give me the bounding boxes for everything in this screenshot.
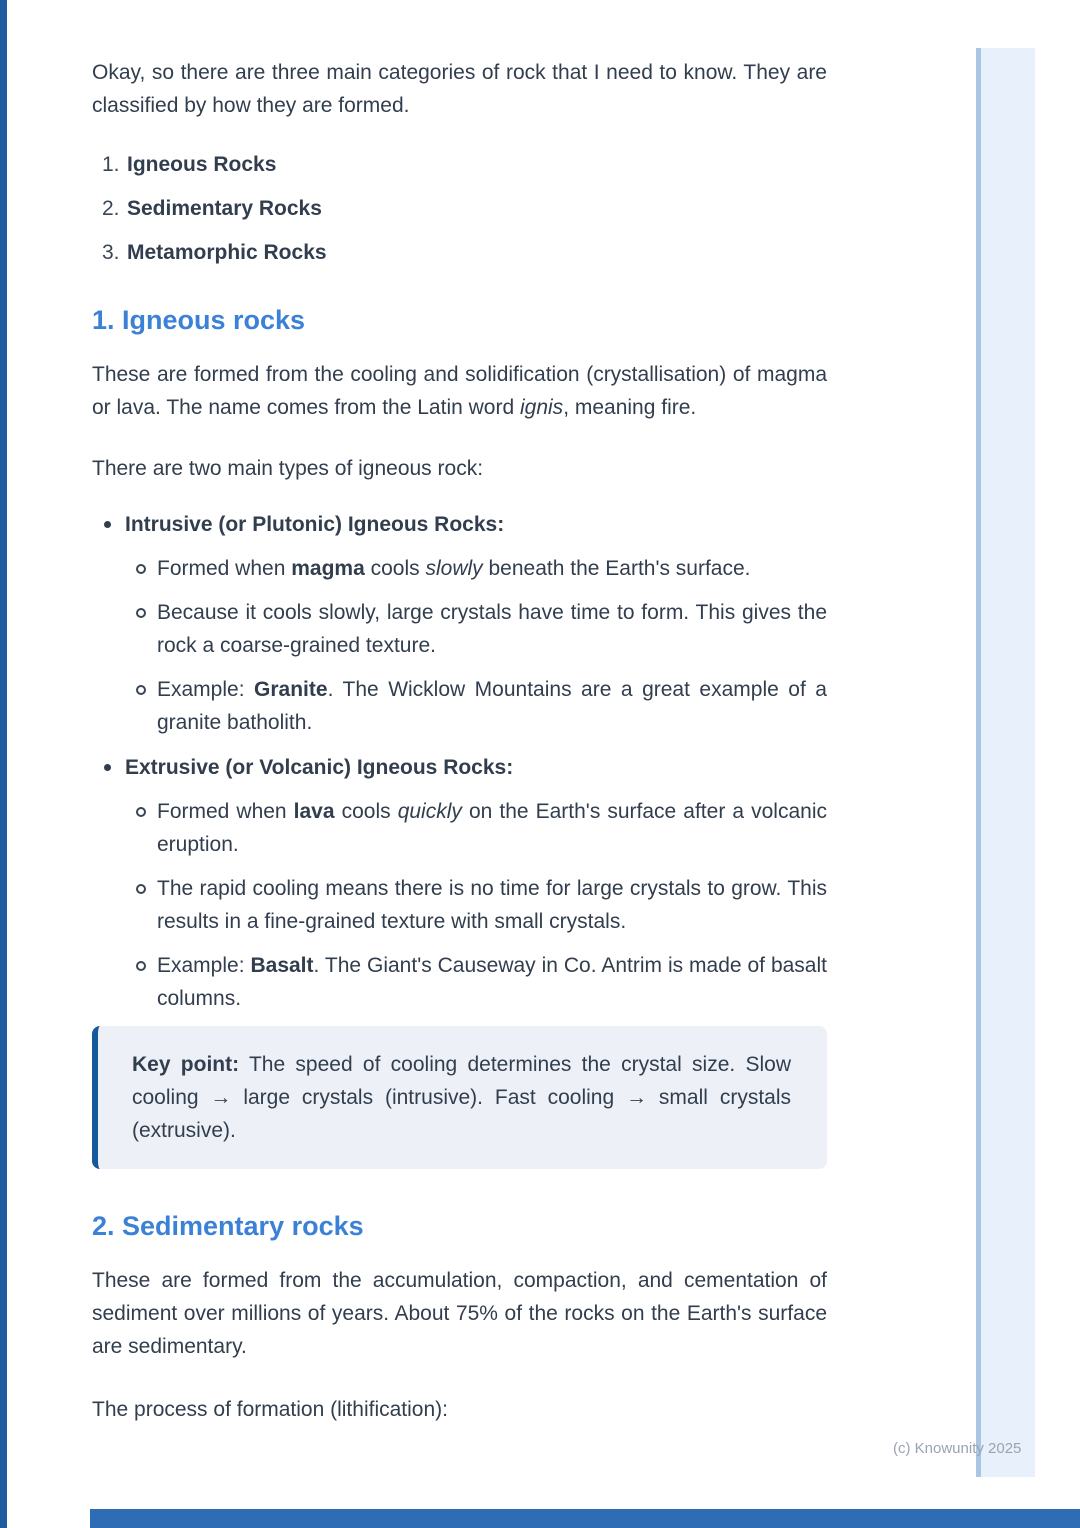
- lithification-lead-paragraph: The process of formation (lithification):: [92, 1398, 448, 1421]
- section-heading-sedimentary: 2. Sedimentary rocks: [92, 1211, 364, 1241]
- right-scrollbar-track[interactable]: [976, 48, 1035, 1477]
- igneous-types-list: [92, 508, 827, 1015]
- intrusive-points-list: [125, 552, 827, 739]
- list-number: 3.: [102, 241, 120, 264]
- intro-paragraph: Okay, so there are three main categories of rock that I need to know. They are classified by how they are formed.: [92, 61, 827, 117]
- list-item-extrusive: [92, 751, 827, 1015]
- point-text: Formed when lava cools quickly on the Earth's surface after a volcanic eruption.: [157, 800, 827, 856]
- bullet-disc-icon: [104, 521, 111, 528]
- copyright-watermark: (c) Knowunity 2025: [893, 1440, 1022, 1457]
- extrusive-title: Extrusive (or Volcanic) Igneous Rocks:: [125, 756, 514, 779]
- list-number: 2.: [102, 197, 120, 220]
- bullet-disc-icon: [104, 764, 111, 771]
- bullet-circle-icon: [136, 608, 146, 618]
- bullet-circle-icon: [136, 807, 146, 817]
- list-item: [102, 192, 827, 225]
- list-item: [125, 949, 827, 1015]
- category-label: Sedimentary Rocks: [127, 197, 322, 220]
- bottom-page-divider-bar: [90, 1509, 1080, 1528]
- bullet-circle-icon: [136, 961, 146, 971]
- list-number: 1.: [102, 153, 120, 176]
- point-text: The rapid cooling means there is no time for large crystals to grow. This results in a fine-grained texture with small crystals.: [157, 877, 827, 933]
- category-label: Igneous Rocks: [127, 153, 277, 176]
- list-item: [125, 552, 827, 585]
- sedimentary-intro-paragraph: These are formed from the accumulation, compaction, and cementation of sediment over millions of years. About 75% of the rocks on the Earth's surface are sedimentary.: [92, 1269, 827, 1358]
- list-item: [102, 236, 827, 269]
- point-text: Formed when magma cools slowly beneath the Earth's surface.: [157, 557, 751, 580]
- key-point-text: Key point: The speed of cooling determines the crystal size. Slow cooling → large crystals (intrusive). Fast cooling → small crystals (extrusive).: [132, 1053, 791, 1142]
- bullet-circle-icon: [136, 564, 146, 574]
- section-heading-igneous: 1. Igneous rocks: [92, 305, 306, 335]
- point-text: Example: Granite. The Wicklow Mountains are a great example of a granite batholith.: [157, 678, 827, 734]
- category-label: Metamorphic Rocks: [127, 241, 327, 264]
- intrusive-title: Intrusive (or Plutonic) Igneous Rocks:: [125, 513, 505, 536]
- list-item: [125, 673, 827, 739]
- igneous-types-lead-paragraph: There are two main types of igneous rock:: [92, 457, 484, 480]
- point-text: Example: Basalt. The Giant's Causeway in Co. Antrim is made of basalt columns.: [157, 954, 827, 1010]
- list-item: [125, 872, 827, 938]
- list-item-intrusive: [92, 508, 827, 739]
- extrusive-points-list: [125, 795, 827, 1015]
- point-text: Because it cools slowly, large crystals have time to form. This gives the rock a coarse-grained texture.: [157, 601, 827, 657]
- left-page-edge-bar: [0, 0, 7, 1528]
- list-item: [102, 148, 827, 181]
- rock-category-list: [92, 148, 827, 269]
- bullet-circle-icon: [136, 685, 146, 695]
- bullet-circle-icon: [136, 884, 146, 894]
- key-point-callout: [92, 1026, 827, 1169]
- igneous-intro-paragraph: These are formed from the cooling and solidification (crystallisation) of magma or lava. The name comes from the Latin word ignis, meaning fire.: [92, 363, 827, 419]
- document-page-content: [92, 0, 827, 1426]
- list-item: [125, 795, 827, 861]
- list-item: [125, 596, 827, 662]
